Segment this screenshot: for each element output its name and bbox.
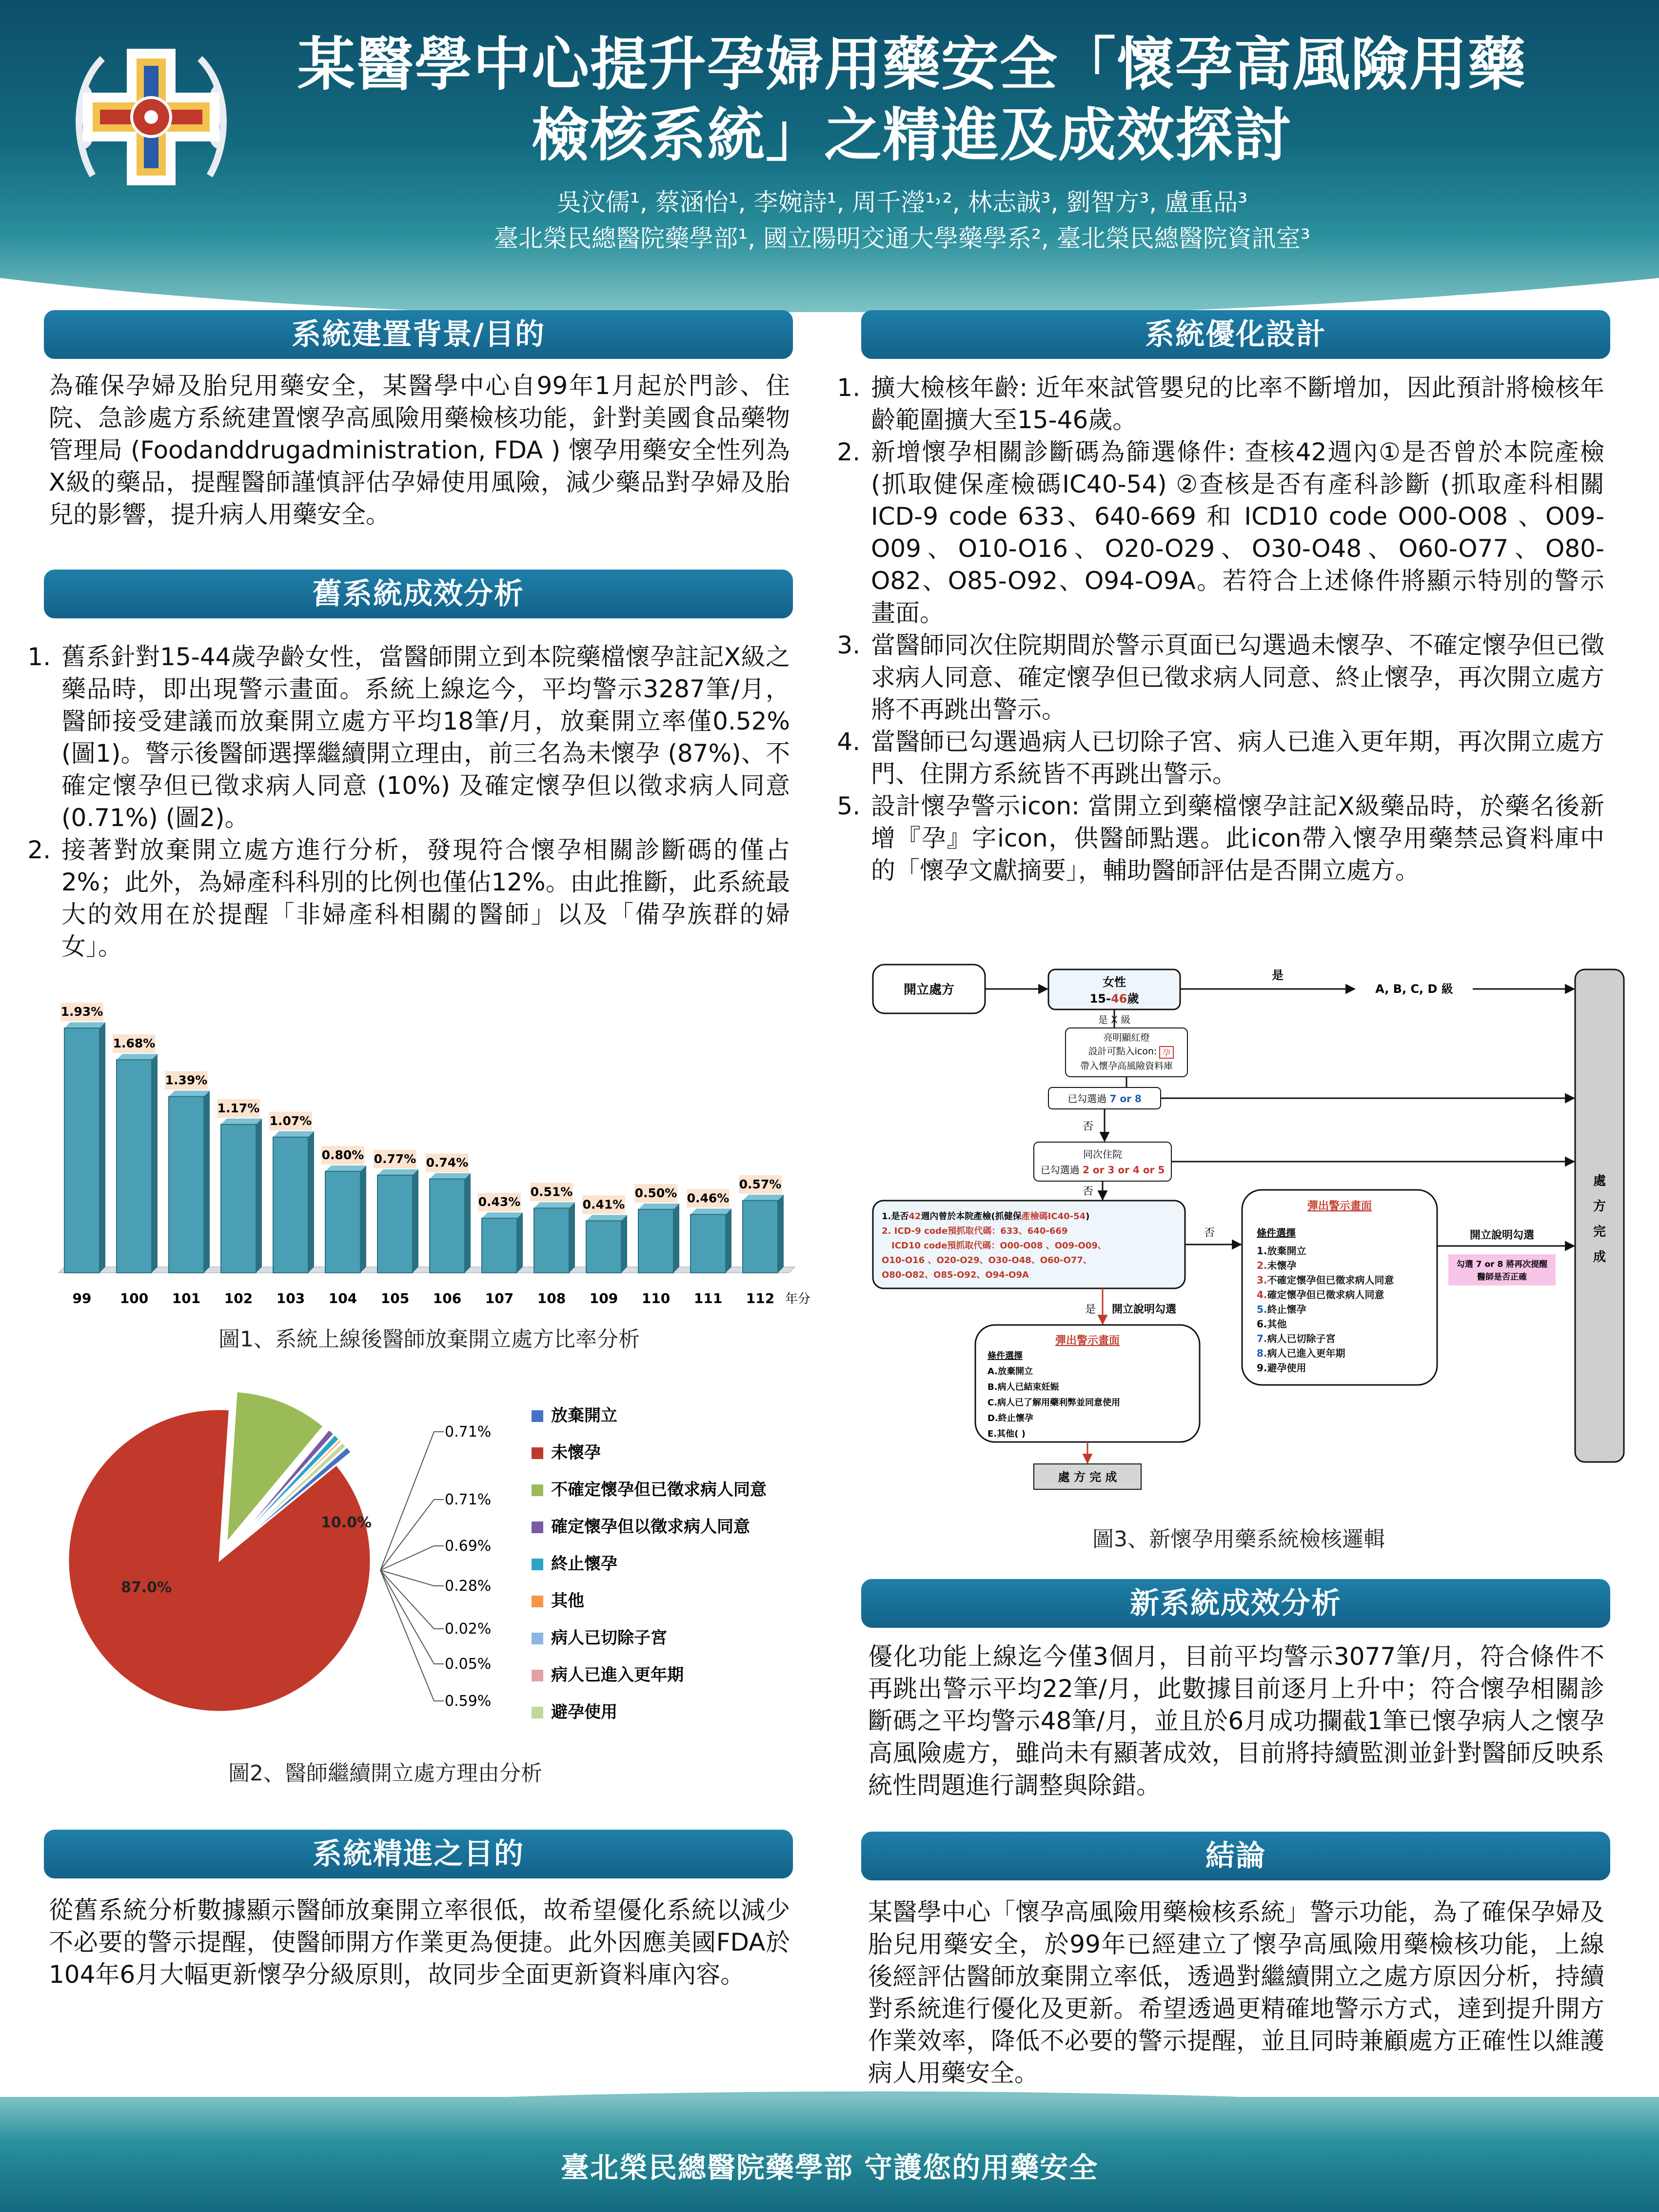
flow-option: C.病人已了解用藥利弊並同意使用 [988,1398,1121,1408]
legend-label: 其他 [551,1591,584,1611]
legend-label: 未懷孕 [551,1443,601,1462]
legend-label: 確定懷孕但以徵求病人同意 [551,1517,750,1537]
old-analysis-list [20,641,790,963]
bar-top [586,1215,627,1221]
purpose-text: 從舊系統分析數據顯示醫師放棄開立率很低，故希望優化系統以減少不必要的警示提醒，使醫師開方作業更為便捷。此外因應美國FDA於104年6月大幅更新懷孕分級原則，故同步全面更新資料庫內容。 [49,1896,790,1989]
bar-side [413,1169,418,1273]
section-heading-new-analysis: 新系統成效分析 [861,1579,1610,1628]
x-tick-label: 111 [693,1290,723,1306]
flow-option: A.放棄開立 [988,1366,1033,1377]
bar-side [256,1119,262,1273]
flow-checked-78-label: 已勾選過 7 or 8 [1067,1093,1142,1105]
bar [534,1208,569,1273]
author-block [293,184,1512,257]
flow-options-title: 條件選擇 [1257,1227,1296,1239]
flow-explain-label: 開立說明勾選 [1112,1304,1177,1316]
flow-option: B.病人已結束妊娠 [988,1382,1059,1392]
section-heading-old-analysis: 舊系統成效分析 [44,570,793,618]
legend-swatch [532,1484,543,1496]
x-tick-label: 106 [433,1290,462,1306]
old-analysis-item: 1. 舊系針對15-44歲孕齡女性，當醫師開立到本院藥檔懷孕註記X級之藥品時，即出現警示畫面。系統上線迄今，平均警示3287筆/月，醫師接受建議而放棄開立處方平均18筆/月，放棄開立率僅0.52% (圖1)。警示後醫師選擇繼續開立理由，前三名為未懷孕 (87%)、不確定懷孕但已徵求病人同意 (10%) 及確定懷孕但以徵求病人同意 (0.71%) (圖2)。 [59,641,790,834]
flow-x-level-label: 是 X 級 [1098,1014,1131,1026]
legend-label: 病人已切除子宮 [551,1628,667,1648]
figure-1-bar-chart [44,995,811,1317]
x-tick-label: 102 [224,1290,253,1306]
x-tick-label: 99 [72,1290,92,1306]
flow-condition-line: O80-O82、O85-O92、O94-O9A [882,1270,1029,1280]
flow-popup-title: 彈出警示畫面 [1055,1335,1120,1347]
bar-side [673,1204,679,1273]
flow-finish-char: 處 [1593,1174,1606,1188]
bar-side [517,1212,523,1273]
bar-side [465,1173,471,1273]
design-list [829,372,1604,887]
data-label: 0.51% [530,1185,573,1199]
pie-leader-line [380,1500,444,1570]
pie-leader-line [380,1570,444,1586]
bar-top [743,1195,784,1201]
bar-top [691,1208,731,1214]
flow-condition-line: 1.是否42週內曾於本院產檢(抓健保產檢碼IC40-54) [882,1211,1090,1222]
flow-abcd-label: A, B, C, D 級 [1375,982,1453,996]
figure-3-flowchart [868,956,1629,1497]
pie-leader-line [380,1570,444,1701]
bar-side [152,1054,158,1273]
flow-checked-2345-label: 已勾選過 2 or 3 or 4 or 5 [1040,1164,1165,1176]
bar [221,1125,256,1273]
bar-top [221,1119,262,1125]
bar [691,1214,726,1273]
design-item: 2. 新增懷孕相關診斷碼為篩選條件: 查核42週內①是否曾於本院產檢 (抓取健保產檢碼IC40-54) ②查核是否有產科診斷 (抓取產科相關 ICD-9 code 633、640-669 和 ICD10 code O00-O08 、O09-O09、O10-O16、O20-O29、O30-O48、O60-O77、O80-O82、O85-O92、O94-O9A。若符合上述條件將顯示特別的警示畫面。 [868,436,1604,629]
footer-slogan: 臺北榮民總醫院藥學部 守護您的用藥安全 [560,2151,1099,2184]
flow-option: 9.避孕使用 [1257,1362,1306,1374]
data-label: 0.57% [739,1177,782,1191]
flow-finish-char: 完 [1593,1224,1606,1239]
flow-option: 5.終止懷孕 [1257,1304,1306,1315]
data-label: 1.07% [269,1113,312,1128]
x-tick-label: 105 [380,1290,410,1306]
pie-label: 0.02% [445,1620,492,1638]
data-label: 0.80% [321,1148,364,1162]
legend-swatch [532,1447,543,1459]
bar [377,1175,413,1273]
flow-condition-line: O10-O16 、O20-O29、O30-O48、O60-O77、 [882,1255,1092,1265]
title-line-2: 檢核系統」之精進及成效探討 [531,101,1292,169]
pie-label: 0.71% [445,1491,492,1508]
flow-age-label: 15-46歲 [1089,992,1139,1006]
legend-label: 放棄開立 [551,1406,617,1425]
author-names: 吳汶儒¹, 蔡涵怡¹, 李婉詩¹, 周千瀅¹˒², 林志誠³, 劉智方³, 盧重品³ [556,188,1248,217]
flow-no-label: 否 [1083,1121,1094,1133]
legend-label: 不確定懷孕但已徵求病人同意 [551,1480,767,1500]
x-axis-label: 年分 [785,1292,811,1306]
bar-top [117,1054,158,1060]
bar [64,1028,99,1273]
bar-top [482,1212,523,1218]
data-label: 0.50% [634,1186,677,1200]
pie-label: 0.28% [445,1578,492,1595]
author-affiliations: 臺北榮民總醫院藥學部¹, 國立陽明交通大學藥學系², 臺北榮民總醫院資訊室³ [494,224,1310,253]
flow-alert-line: 帶入懷孕高風險資料庫 [1080,1061,1173,1071]
flow-condition-line: ICD10 code預抓取代碼：O00-O08 、O09-O09、 [891,1241,1106,1251]
bar [325,1171,360,1273]
data-label: 0.46% [687,1191,730,1205]
pregnancy-icon-label: 孕 [1162,1048,1171,1058]
flow-option: 2.未懷孕 [1257,1260,1297,1271]
bar [586,1221,621,1273]
flow-option: 4.確定懷孕但已徵求病人同意 [1257,1289,1384,1301]
data-label: 1.39% [165,1073,208,1087]
flow-explain-label: 開立說明勾選 [1469,1229,1535,1242]
old-analysis-item: 2. 接著對放棄開立處方進行分析，發現符合懷孕相關診斷碼的僅占2%；此外，為婦產科科別的比例也僅佔12%。由此推斷，此系統最大的效用在於提醒「非婦產科相關的醫師」以及「備孕族群的婦女」。 [59,834,790,963]
x-tick-label: 100 [119,1290,149,1306]
bar-side [569,1202,575,1273]
data-label: 1.68% [113,1036,156,1051]
bar-top [273,1131,314,1137]
bar-side [621,1215,627,1273]
flow-alert-line: 設計可點入icon: [1088,1046,1157,1057]
bar-side [778,1195,784,1273]
data-label: 0.74% [426,1155,469,1170]
legend-swatch [532,1633,543,1644]
bar-side [204,1091,210,1273]
figure-2-caption: 圖2、醫師繼續開立處方理由分析 [228,1761,542,1786]
flow-popup-title: 彈出警示畫面 [1307,1200,1372,1212]
section-heading-background: 系統建置背景/目的 [44,310,793,359]
pie-label: 0.71% [445,1423,492,1441]
section-heading-conclusion: 結論 [861,1832,1610,1880]
bar-side [726,1208,731,1273]
conclusion-text: 某醫學中心「懷孕高風險用藥檢核系統」警示功能，為了確保孕婦及胎兒用藥安全，於99年已經建立了懷孕高風險用藥檢核功能，上線後經評估醫師放棄開立率低，透過對繼續開立之處方原因分析，持續對系統進行優化及更新。希望透過更精確地警示方式，達到提升開方作業效率，降低不必要的警示提醒，並且同時兼顧處方正確性以維護病人用藥安全。 [868,1898,1604,2087]
x-tick-label: 108 [537,1290,566,1306]
flow-alert-line: 亮明顯紅燈 [1103,1032,1150,1043]
flow-option: 8.病人已進入更年期 [1257,1347,1345,1359]
bar-top [534,1202,575,1208]
background-text: 為確保孕婦及胎兒用藥安全，某醫學中心自99年1月起於門診、住院、急診處方系統建置懷孕高風險用藥檢核功能，針對美國食品藥物管理局 (Foodanddrugadministration, FDA ) 懷孕用藥安全性列為X級的藥品，提醒醫師謹慎評估孕婦使用風險，減少藥品對孕婦及胎兒的影響，提升病人用藥安全。 [49,372,790,529]
data-label: 1.93% [60,1005,103,1019]
x-tick-label: 112 [746,1290,775,1306]
bar-top [64,1022,105,1028]
flow-option: 3.不確定懷孕但已徵求病人同意 [1257,1274,1394,1286]
flow-option: E.其他( ) [988,1429,1026,1439]
flow-finish-label: 處 方 完 成 [1058,1470,1117,1484]
legend-swatch [532,1521,543,1533]
pie-label: 87.0% [120,1579,172,1596]
legend-label: 終止懷孕 [551,1554,617,1574]
bar [638,1209,673,1273]
pie-leader-line [380,1432,444,1570]
flow-option: 1.放棄開立 [1257,1245,1306,1257]
figure-3-caption: 圖3、新懷孕用藥系統檢核邏輯 [1092,1527,1385,1552]
pie-label: 0.05% [445,1656,492,1673]
data-label: 0.77% [374,1151,416,1166]
flow-option: 6.其他 [1257,1318,1287,1330]
data-label: 1.17% [217,1101,260,1115]
x-tick-label: 104 [328,1290,357,1306]
new-analysis-text: 優化功能上線迄今僅3個月，目前平均警示3077筆/月，符合條件不再跳出警示平均22筆/月，此數據目前逐月上升中；符合懷孕相關診斷碼之平均警示48筆/月，並且於6月成功攔截1筆已懷孕病人之懷孕高風險處方，雖尚未有顯著成效，目前將持續監測並針對醫師反映系統性問題進行調整與除錯。 [868,1642,1604,1799]
bar-side [360,1165,366,1273]
bar-side [308,1131,314,1273]
bar [117,1060,152,1273]
data-label: 0.41% [582,1197,625,1212]
bar-top [430,1173,471,1179]
pie-label: 0.59% [445,1693,492,1710]
legend-label: 避孕使用 [551,1702,617,1722]
x-tick-label: 110 [641,1290,671,1306]
bar-top [638,1204,679,1209]
flow-yes-label: 是 [1085,1304,1096,1316]
legend-swatch [532,1707,543,1718]
flow-same-stay-label: 同次住院 [1083,1148,1122,1160]
bar [273,1137,308,1273]
pie-label: 10.0% [320,1514,372,1531]
flow-condition-line: 2. ICD-9 code預抓取代碼：633、640-669 [882,1226,1068,1236]
legend-swatch [532,1410,543,1422]
pie-leader-line [380,1570,444,1664]
bar-top [325,1165,366,1171]
x-tick-label: 103 [276,1290,305,1306]
flow-finish-right-box [1575,969,1624,1462]
x-tick-label: 101 [172,1290,201,1306]
flow-option: 7.病人已切除子宮 [1257,1333,1336,1344]
legend-swatch [532,1596,543,1607]
data-label: 0.43% [478,1195,521,1209]
legend-swatch [532,1670,543,1681]
legend-swatch [532,1559,543,1570]
design-item: 4. 當醫師已勾選過病人已切除子宮、病人已進入更年期，再次開立處方 門、住開方系統皆不再跳出警示。 [868,726,1604,790]
figure-2-pie-chart [44,1400,814,1741]
design-item: 1. 擴大檢核年齡: 近年來試管嬰兒的比率不斷增加，因此預計將檢核年齡範圍擴大至15-46歲。 [868,372,1604,436]
design-item: 5. 設計懷孕警示icon: 當開立到藥檔懷孕註記X級藥品時，於藥名後新增『孕』字icon，供醫師點選。此icon帶入懷孕用藥禁忌資料庫中的「懷孕文獻摘要」，輔助醫師評估是否開立處方。 [868,790,1604,887]
bar-top [169,1091,210,1097]
flow-start-label: 開立處方 [903,983,955,997]
flow-option: D.終止懷孕 [988,1413,1033,1423]
design-item: 3. 當醫師同次住院期間於警示頁面已勾選過未懷孕、不確定懷孕但已徵求病人同意、確定懷孕但已徵求病人同意、終止懷孕，再次開立處方將不再跳出警示。 [868,629,1604,726]
section-heading-design: 系統優化設計 [861,310,1610,359]
flow-female-label: 女性 [1103,975,1126,989]
flow-finish-char: 成 [1593,1250,1606,1264]
title-line-1: 某醫學中心提升孕婦用藥安全「懷孕高風險用藥 [297,31,1526,98]
bar [169,1097,204,1273]
flow-reminder-line: 勾選 7 or 8 將再次提醒 [1456,1260,1548,1269]
x-tick-label: 107 [485,1290,514,1306]
flow-no-label: 否 [1204,1227,1215,1239]
flow-finish-char: 方 [1593,1199,1606,1214]
flow-yes-label: 是 [1272,968,1284,982]
pie-label: 0.69% [445,1538,492,1555]
bar [743,1201,778,1273]
x-tick-label: 109 [589,1290,618,1306]
flow-no-label: 否 [1083,1185,1094,1198]
bar [430,1179,465,1273]
bar-side [99,1022,105,1273]
figure-1-caption: 圖1、系統上線後醫師放棄開立處方比率分析 [218,1327,640,1352]
flow-reminder-line: 醫師是否正確 [1477,1272,1527,1282]
section-heading-purpose: 系統精進之目的 [44,1830,793,1878]
flow-options-title: 條件選擇 [988,1351,1023,1361]
bar-top [377,1169,418,1175]
poster-title [205,29,1619,171]
bar [482,1218,517,1273]
legend-label: 病人已進入更年期 [551,1665,684,1685]
